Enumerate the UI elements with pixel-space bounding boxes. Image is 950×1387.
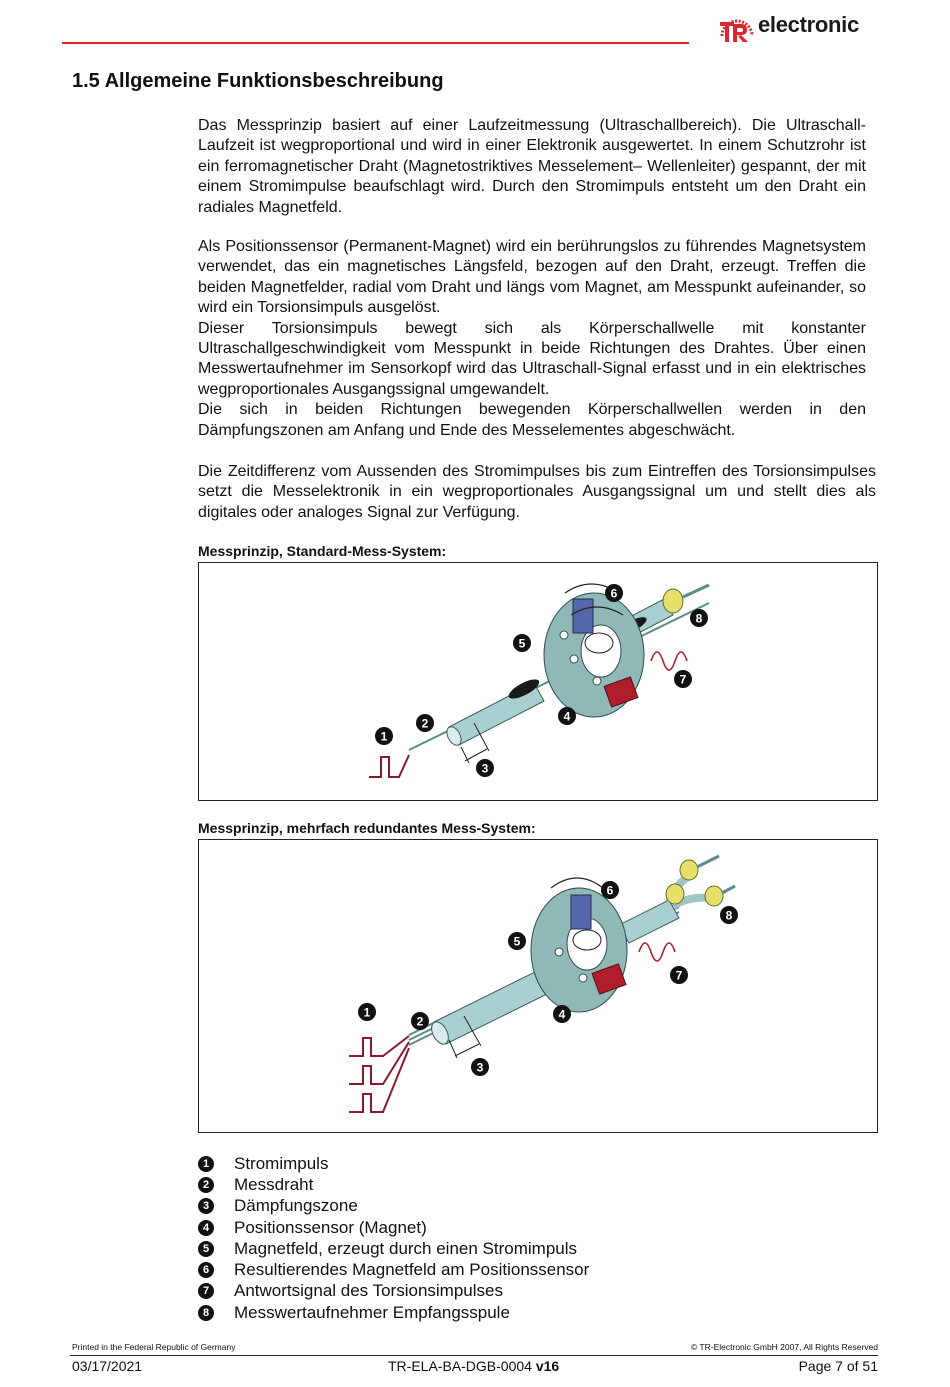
marker-3 bbox=[471, 1058, 489, 1076]
footer-date: 03/17/2021 bbox=[72, 1358, 143, 1374]
legend-label: Messwertaufnehmer Empfangsspule bbox=[234, 1302, 510, 1322]
paragraph-group-2 bbox=[198, 237, 866, 441]
svg-text:3: 3 bbox=[476, 1060, 484, 1075]
marker-3 bbox=[476, 759, 494, 777]
marker-4 bbox=[558, 707, 576, 725]
marker-7 bbox=[670, 966, 688, 984]
receiver-coil bbox=[663, 585, 709, 613]
footer-page-number: Page 7 of 51 bbox=[798, 1358, 878, 1374]
legend-label: Messdraht bbox=[234, 1174, 314, 1194]
svg-text:5: 5 bbox=[518, 636, 526, 651]
legend-item bbox=[198, 1238, 589, 1259]
svg-text:4: 4 bbox=[558, 1007, 566, 1022]
response-signal bbox=[651, 652, 687, 670]
svg-text:7: 7 bbox=[675, 968, 683, 983]
section-title: 1.5 Allgemeine Funktionsbeschreibung bbox=[72, 70, 444, 92]
legend-label: Dämpfungszone bbox=[234, 1196, 358, 1216]
svg-text:2: 2 bbox=[421, 716, 429, 731]
legend-number: 8 bbox=[198, 1305, 214, 1321]
paragraph: Dieser Torsionsimpuls bewegt sich als Körperschallwelle mit konstanter Ultraschallgeschwindigkeit vom Messpunkt in beide Richtungen des Drahtes. Über einen Messwertaufnehmer im Sensorkopf wird das Ultraschall-Signal erfasst und in ein elektrisches wegproportionales Ausgangssignal umgewandelt. bbox=[198, 319, 866, 398]
legend-item bbox=[198, 1259, 589, 1280]
legend-number: 6 bbox=[198, 1262, 214, 1278]
legend-label: Resultierendes Magnetfeld am Positionssensor bbox=[234, 1260, 590, 1280]
paragraph-group-1 bbox=[198, 116, 866, 218]
svg-text:4: 4 bbox=[563, 709, 571, 724]
footer-doc-id bbox=[388, 1358, 559, 1374]
marker-8 bbox=[690, 609, 708, 627]
paragraph: Die sich in beiden Richtungen bewegenden Körperschallwellen werden in den Dämpfungszonen am Anfang und Ende des Messelementes abgeschwächt. bbox=[198, 401, 866, 439]
svg-text:2: 2 bbox=[416, 1014, 424, 1029]
svg-text:3: 3 bbox=[481, 761, 489, 776]
receiver-coils bbox=[666, 856, 735, 906]
paragraph: Die Zeitdifferenz vom Aussenden des Stromimpulses bis zum Eintreffen des Torsionsimpulses setzt die Messelektronik in ein wegproportionales Ausgangssignal um und stellt dies als digitales oder analoges Signal zur Verfügung. bbox=[198, 463, 876, 521]
figure-standard-system bbox=[198, 562, 878, 801]
marker-7 bbox=[674, 670, 692, 688]
ring-magnet bbox=[544, 593, 644, 717]
legend-label: Antwortsignal des Torsionsimpulses bbox=[234, 1281, 503, 1301]
marker-5 bbox=[508, 932, 526, 950]
legend-number: 2 bbox=[198, 1177, 214, 1193]
legend-number: 7 bbox=[198, 1283, 214, 1299]
legend-number: 1 bbox=[198, 1156, 214, 1172]
brand-name: electronic bbox=[758, 12, 859, 37]
paragraph: Als Positionssensor (Permanent-Magnet) wird ein berührungslos zu führendes Magnetsystem verwendet, das ein magnetisches Längsfeld, bezogen auf den Draht, erzeugt. Treffen die beiden Magnetfelder, radial vom Draht und längs vom Magnet, am Messpunkt aufeinander, so wird ein Torsionsimpuls ausgelöst. bbox=[198, 238, 866, 317]
legend-item bbox=[198, 1174, 589, 1195]
paragraph-group-3 bbox=[198, 462, 876, 523]
footer-rule bbox=[70, 1355, 878, 1356]
legend-label: Positionssensor (Magnet) bbox=[234, 1217, 427, 1237]
figure-caption-redundant: Messprinzip, mehrfach redundantes Mess-System: bbox=[198, 820, 536, 836]
svg-text:8: 8 bbox=[725, 908, 733, 923]
tr-electronic-logo bbox=[716, 12, 760, 46]
figure-redundant-system bbox=[198, 839, 878, 1133]
legend-item bbox=[198, 1302, 589, 1323]
header-rule bbox=[62, 42, 689, 44]
legend-item bbox=[198, 1196, 589, 1217]
current-pulse-signals bbox=[349, 1036, 409, 1112]
marker-2 bbox=[411, 1012, 429, 1030]
svg-text:8: 8 bbox=[695, 611, 703, 626]
marker-8 bbox=[720, 906, 738, 924]
legend-item bbox=[198, 1281, 589, 1302]
legend-number: 5 bbox=[198, 1241, 214, 1257]
figure-caption-standard: Messprinzip, Standard-Mess-System: bbox=[198, 543, 447, 559]
marker-1 bbox=[375, 727, 393, 745]
marker-6 bbox=[601, 881, 619, 899]
legend-item bbox=[198, 1153, 589, 1174]
current-pulse-signal bbox=[369, 755, 409, 777]
svg-text:6: 6 bbox=[606, 883, 614, 898]
marker-5 bbox=[513, 634, 531, 652]
legend-item bbox=[198, 1217, 589, 1238]
footer-printed: Printed in the Federal Republic of Germany bbox=[72, 1342, 236, 1352]
legend-label: Stromimpuls bbox=[234, 1153, 329, 1173]
marker-1 bbox=[358, 1003, 376, 1021]
legend-label: Magnetfeld, erzeugt durch einen Stromimpuls bbox=[234, 1238, 578, 1258]
response-signal bbox=[639, 943, 675, 961]
svg-text:1: 1 bbox=[380, 729, 388, 744]
svg-text:5: 5 bbox=[513, 934, 521, 949]
svg-text:1: 1 bbox=[363, 1005, 371, 1020]
figure-legend bbox=[198, 1153, 589, 1323]
paragraph: Das Messprinzip basiert auf einer Laufzeitmessung (Ultraschallbereich). Die Ultraschall-Laufzeit ist wegproportional und wird in einer Elektronik ausgewertet. In einem Schutzrohr ist ein ferromagnetischer Draht (Magnetostriktives Messelement– Wellenleiter) gespannt, der mit einem Stromimpulse beaufschlagt wird. Durch den Stromimpuls entsteht um den Draht ein radiales Magnetfeld. bbox=[198, 117, 866, 216]
doc-version: v16 bbox=[535, 1358, 560, 1374]
svg-text:6: 6 bbox=[610, 586, 618, 601]
legend-number: 4 bbox=[198, 1220, 214, 1236]
legend-number: 3 bbox=[198, 1198, 214, 1214]
marker-2 bbox=[416, 714, 434, 732]
doc-id: TR-ELA-BA-DGB-0004 bbox=[388, 1358, 532, 1374]
ring-magnet bbox=[531, 888, 627, 1012]
marker-4 bbox=[553, 1005, 571, 1023]
marker-6 bbox=[605, 584, 623, 602]
footer-copyright: © TR-Electronic GmbH 2007, All Rights Reserved bbox=[690, 1342, 878, 1352]
svg-text:7: 7 bbox=[679, 672, 687, 687]
